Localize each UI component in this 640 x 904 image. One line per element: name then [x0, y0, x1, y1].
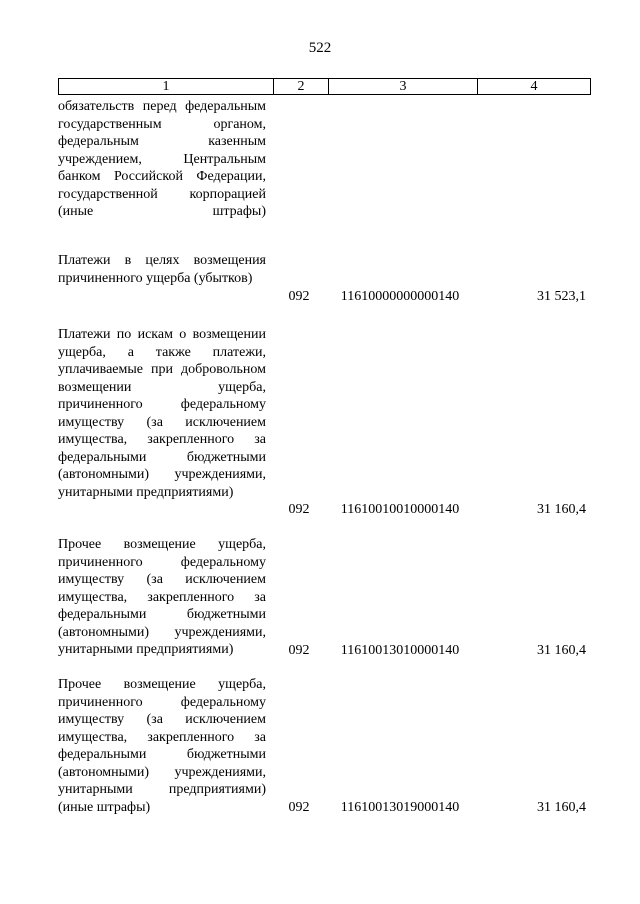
- column-header-2: 2: [274, 79, 329, 95]
- row-kbk-code: 11610000000000140: [340, 288, 460, 304]
- row-admin-code: 092: [288, 642, 310, 658]
- row-kbk-code: 11610013010000140: [340, 642, 460, 658]
- table-row: [58, 98, 586, 238]
- row-admin-code: 092: [288, 501, 310, 517]
- row-kbk-code: 11610013019000140: [340, 799, 460, 815]
- row-description: Платежи в целях возмещения причиненного ущерба (убытков): [58, 253, 266, 286]
- column-header-1: 1: [59, 79, 274, 95]
- row-admin-code: 092: [288, 288, 310, 304]
- row-amount: 31 160,4: [537, 642, 586, 658]
- table-row: [58, 536, 586, 659]
- row-description: Платежи по искам о возмещении ущерба, а также платежи, уплачиваемые при добровольном возмещении ущерба, причиненного федеральному имуществу (за исключением имущества, закрепленного за федеральными бюджетными (автономными) учреждениями, унитарными предприятиями): [58, 327, 266, 500]
- table-row: [58, 676, 586, 816]
- page-number: 522: [308, 40, 332, 56]
- row-amount: 31 523,1: [537, 288, 586, 304]
- row-admin-code: 092: [288, 799, 310, 815]
- row-kbk-code: 11610010010000140: [340, 501, 460, 517]
- column-header-4: 4: [478, 79, 591, 95]
- table-row: [58, 252, 586, 305]
- column-header-table: [58, 78, 591, 95]
- row-description: Прочее возмещение ущерба, причиненного федеральному имуществу (за исключением имущества, закрепленного за федеральными бюджетными (автономными) учреждениями, унитарными предприятиями) (иные штрафы): [58, 677, 266, 815]
- table-row: [58, 326, 586, 518]
- row-description: обязательств перед федеральным государственным органом, федеральным казенным учреждением, Центральным банком Российской Федерации, государственной корпорацией (иные штрафы): [58, 99, 266, 219]
- row-description: Прочее возмещение ущерба, причиненного федеральному имуществу (за исключением имущества, закрепленного за федеральными бюджетными (автономными) учреждениями, унитарными предприятиями): [58, 537, 266, 657]
- column-header-row: [59, 79, 591, 95]
- row-amount: 31 160,4: [537, 501, 586, 517]
- row-amount: 31 160,4: [537, 799, 586, 815]
- column-header-3: 3: [329, 79, 478, 95]
